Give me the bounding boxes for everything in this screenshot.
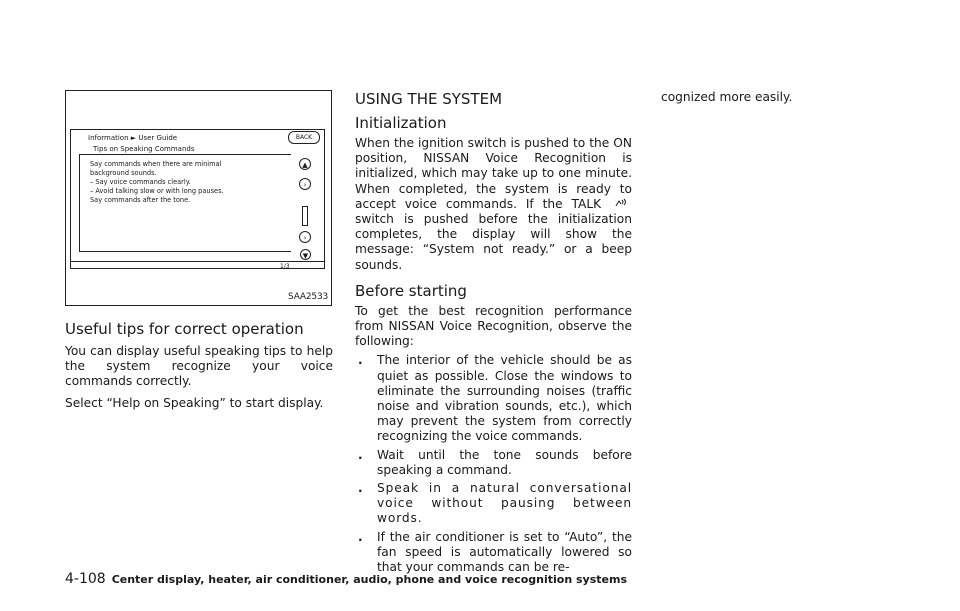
before-starting-paragraph: To get the best recognition performance from NISSAN Voice Recognition, observe the following:	[355, 303, 632, 349]
left-column	[65, 320, 333, 411]
bullet-natural-voice: . Speak in a natural conversational voice without pausing between words.	[358, 481, 632, 526]
before-starting-heading: Before starting	[355, 281, 467, 300]
page-number: 4-108	[65, 571, 106, 587]
select-help-paragraph: Select “Help on Speaking” to start display.	[65, 395, 324, 410]
page-down-icon: ›	[299, 231, 311, 243]
right-column	[661, 90, 901, 105]
screen-subtitle: Tips on Speaking Commands	[93, 145, 195, 153]
page-indicator: 1/3	[280, 263, 290, 270]
chapter-title: Center display, heater, air conditioner, audio, phone and voice recognition systems	[111, 573, 628, 586]
tips-panel	[79, 154, 291, 270]
using-the-system-heading: USING THE SYSTEM	[355, 90, 503, 108]
page-footer	[65, 568, 627, 587]
bullet-air-conditioner: . If the air conditioner is set to “Auto”, the fan speed is automatically lowered so that your commands can be re-	[358, 529, 632, 575]
scrollbar-illustration	[302, 206, 308, 226]
initialization-paragraph: When the ignition switch is pushed to the ON position, NISSAN Voice Recognition is initialized, which may take up to one minute. When completed, the system is ready to accept voice commands. If the TALK switch is pushed before the initialization completes, the display will show the message: “System not ready.” or a beep sounds.	[355, 136, 632, 272]
screen-title: Information ► User Guide	[88, 134, 178, 142]
figure-code: SAA2533	[288, 292, 328, 302]
useful-tips-heading: Useful tips for correct operation	[65, 320, 304, 338]
useful-tips-paragraph: You can display useful speaking tips to help the system recognize your voice commands correctly.	[65, 344, 333, 389]
scroll-down-icon: ▼	[300, 249, 311, 260]
back-button: BACK	[288, 131, 320, 144]
display-screen-illustration	[70, 129, 325, 269]
figure-user-guide-screen	[65, 90, 332, 306]
scroll-up-icon: ▲	[299, 158, 311, 170]
bullet-wait-tone: . Wait until the tone sounds before speaking a command.	[358, 447, 632, 477]
screen-bottom-rule	[71, 261, 324, 262]
continued-text: cognized more easily.	[661, 90, 793, 104]
bullet-quiet-interior: . The interior of the vehicle should be as quiet as possible. Close the windows to eliminate the surrounding noises (traffic noise and vibration sounds, etc.), which may prevent the system from correctly recognizing the voice commands.	[358, 353, 632, 444]
tips-text: Say commands when there are minimal background sounds. – Say voice commands clearly. – Avoid talking slow or with long pauses. Say commands after the tone.	[90, 160, 224, 204]
middle-column	[355, 90, 632, 578]
talk-switch-icon	[610, 197, 632, 212]
page-up-icon: ›	[299, 178, 311, 190]
initialization-heading: Initialization	[355, 114, 447, 132]
